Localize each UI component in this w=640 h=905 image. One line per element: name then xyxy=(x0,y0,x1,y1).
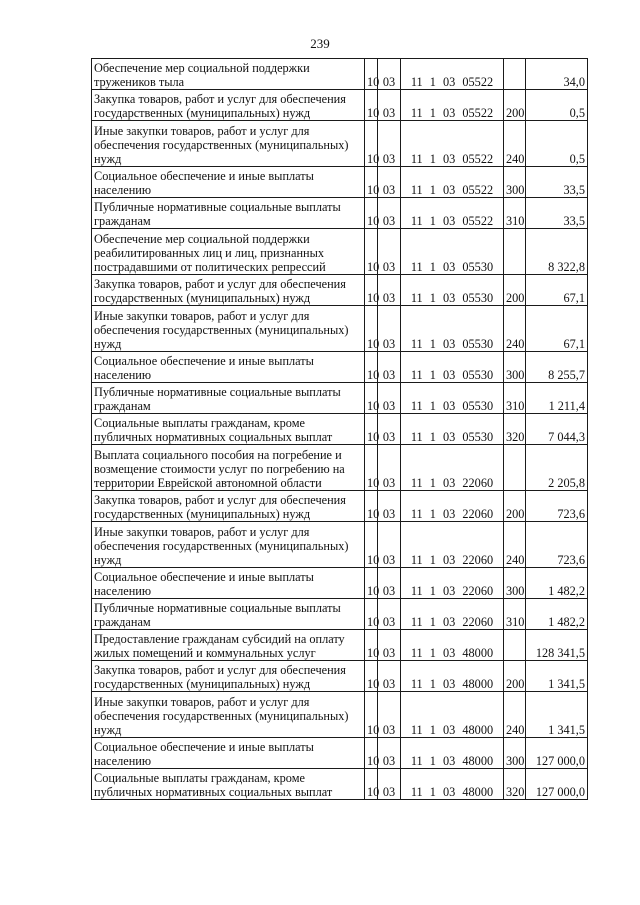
expense-type-code-cell xyxy=(504,229,526,275)
amount-cell: 723,6 xyxy=(526,522,588,568)
subsection-code-cell: 03 xyxy=(378,738,401,769)
section-code-cell: 10 xyxy=(365,414,378,445)
subsection-code-cell: 03 xyxy=(378,599,401,630)
section-code-cell: 10 xyxy=(365,383,378,414)
subsection-code-cell: 03 xyxy=(378,275,401,306)
section-code-cell: 10 xyxy=(365,522,378,568)
expense-name-cell: Социальное обеспечение и иные выплаты населению xyxy=(92,738,365,769)
section-code-cell: 10 xyxy=(365,229,378,275)
subsection-code-cell: 03 xyxy=(378,198,401,229)
subsection-code-cell: 03 xyxy=(378,352,401,383)
subsection-code-cell: 03 xyxy=(378,661,401,692)
table-row xyxy=(92,738,588,769)
expense-type-code-cell: 240 xyxy=(504,692,526,738)
expense-name-cell: Иные закупки товаров, работ и услуг для обеспечения государственных (муниципальных) нужд xyxy=(92,121,365,167)
table-row xyxy=(92,491,588,522)
expense-type-code-cell: 200 xyxy=(504,275,526,306)
expense-type-code-cell: 300 xyxy=(504,167,526,198)
section-code-cell: 10 xyxy=(365,198,378,229)
expense-name-cell: Социальное обеспечение и иные выплаты населению xyxy=(92,167,365,198)
table-row xyxy=(92,414,588,445)
table-row xyxy=(92,568,588,599)
subsection-code-cell: 03 xyxy=(378,121,401,167)
target-article-code-cell: 11 1 03 48000 xyxy=(401,738,504,769)
target-article-code-cell: 11 1 03 05530 xyxy=(401,352,504,383)
expense-name-cell: Социальное обеспечение и иные выплаты населению xyxy=(92,352,365,383)
amount-cell: 128 341,5 xyxy=(526,630,588,661)
section-code-cell: 10 xyxy=(365,568,378,599)
section-code-cell: 10 xyxy=(365,59,378,90)
target-article-code-cell: 11 1 03 48000 xyxy=(401,661,504,692)
table-row xyxy=(92,383,588,414)
section-code-cell: 10 xyxy=(365,445,378,491)
expense-type-code-cell xyxy=(504,630,526,661)
amount-cell: 33,5 xyxy=(526,198,588,229)
subsection-code-cell: 03 xyxy=(378,59,401,90)
expense-name-cell: Обеспечение мер социальной поддержки тружеников тыла xyxy=(92,59,365,90)
table-row xyxy=(92,522,588,568)
target-article-code-cell: 11 1 03 48000 xyxy=(401,769,504,800)
expense-type-code-cell: 320 xyxy=(504,414,526,445)
expense-name-cell: Публичные нормативные социальные выплаты гражданам xyxy=(92,198,365,229)
target-article-code-cell: 11 1 03 48000 xyxy=(401,692,504,738)
expense-name-cell: Обеспечение мер социальной поддержки реабилитированных лиц и лиц, признанных пострадавшими от политических репрессий xyxy=(92,229,365,275)
expense-name-cell: Публичные нормативные социальные выплаты гражданам xyxy=(92,599,365,630)
section-code-cell: 10 xyxy=(365,90,378,121)
expense-type-code-cell: 200 xyxy=(504,661,526,692)
amount-cell: 33,5 xyxy=(526,167,588,198)
target-article-code-cell: 11 1 03 05522 xyxy=(401,198,504,229)
subsection-code-cell: 03 xyxy=(378,167,401,198)
table-row xyxy=(92,275,588,306)
expense-type-code-cell: 310 xyxy=(504,383,526,414)
expense-type-code-cell: 300 xyxy=(504,352,526,383)
amount-cell: 1 211,4 xyxy=(526,383,588,414)
expense-name-cell: Иные закупки товаров, работ и услуг для обеспечения государственных (муниципальных) нужд xyxy=(92,522,365,568)
budget-table xyxy=(91,58,588,800)
table-row xyxy=(92,445,588,491)
page-number: 239 xyxy=(310,36,330,51)
subsection-code-cell: 03 xyxy=(378,522,401,568)
target-article-code-cell: 11 1 03 05530 xyxy=(401,306,504,352)
expense-type-code-cell: 240 xyxy=(504,522,526,568)
expense-type-code-cell xyxy=(504,445,526,491)
subsection-code-cell: 03 xyxy=(378,306,401,352)
section-code-cell: 10 xyxy=(365,275,378,306)
target-article-code-cell: 11 1 03 22060 xyxy=(401,568,504,599)
amount-cell: 67,1 xyxy=(526,306,588,352)
expense-type-code-cell: 240 xyxy=(504,121,526,167)
subsection-code-cell: 03 xyxy=(378,90,401,121)
expense-name-cell: Закупка товаров, работ и услуг для обеспечения государственных (муниципальных) нужд xyxy=(92,661,365,692)
target-article-code-cell: 11 1 03 22060 xyxy=(401,445,504,491)
expense-type-code-cell: 300 xyxy=(504,738,526,769)
section-code-cell: 10 xyxy=(365,306,378,352)
table-row xyxy=(92,306,588,352)
amount-cell: 1 482,2 xyxy=(526,568,588,599)
target-article-code-cell: 11 1 03 05530 xyxy=(401,383,504,414)
table-row xyxy=(92,692,588,738)
amount-cell: 127 000,0 xyxy=(526,738,588,769)
section-code-cell: 10 xyxy=(365,738,378,769)
subsection-code-cell: 03 xyxy=(378,568,401,599)
expense-name-cell: Выплата социального пособия на погребение и возмещение стоимости услуг по погребению на территории Еврейской автономной области xyxy=(92,445,365,491)
table-row xyxy=(92,599,588,630)
target-article-code-cell: 11 1 03 05522 xyxy=(401,59,504,90)
section-code-cell: 10 xyxy=(365,692,378,738)
target-article-code-cell: 11 1 03 05530 xyxy=(401,414,504,445)
section-code-cell: 10 xyxy=(365,769,378,800)
expense-name-cell: Закупка товаров, работ и услуг для обеспечения государственных (муниципальных) нужд xyxy=(92,275,365,306)
amount-cell: 127 000,0 xyxy=(526,769,588,800)
target-article-code-cell: 11 1 03 05522 xyxy=(401,167,504,198)
subsection-code-cell: 03 xyxy=(378,445,401,491)
subsection-code-cell: 03 xyxy=(378,769,401,800)
expense-type-code-cell: 200 xyxy=(504,491,526,522)
expense-name-cell: Социальное обеспечение и иные выплаты населению xyxy=(92,568,365,599)
amount-cell: 34,0 xyxy=(526,59,588,90)
amount-cell: 8 322,8 xyxy=(526,229,588,275)
section-code-cell: 10 xyxy=(365,599,378,630)
section-code-cell: 10 xyxy=(365,630,378,661)
amount-cell: 0,5 xyxy=(526,90,588,121)
target-article-code-cell: 11 1 03 05522 xyxy=(401,121,504,167)
section-code-cell: 10 xyxy=(365,661,378,692)
subsection-code-cell: 03 xyxy=(378,383,401,414)
table-row xyxy=(92,90,588,121)
expense-type-code-cell xyxy=(504,59,526,90)
amount-cell: 2 205,8 xyxy=(526,445,588,491)
target-article-code-cell: 11 1 03 05522 xyxy=(401,90,504,121)
amount-cell: 0,5 xyxy=(526,121,588,167)
amount-cell: 1 341,5 xyxy=(526,661,588,692)
target-article-code-cell: 11 1 03 05530 xyxy=(401,275,504,306)
amount-cell: 1 482,2 xyxy=(526,599,588,630)
target-article-code-cell: 11 1 03 22060 xyxy=(401,599,504,630)
expense-type-code-cell: 200 xyxy=(504,90,526,121)
table-row xyxy=(92,630,588,661)
expense-name-cell: Предоставление гражданам субсидий на оплату жилых помещений и коммунальных услуг xyxy=(92,630,365,661)
table-row xyxy=(92,59,588,90)
expense-name-cell: Иные закупки товаров, работ и услуг для обеспечения государственных (муниципальных) нужд xyxy=(92,306,365,352)
expense-name-cell: Закупка товаров, работ и услуг для обеспечения государственных (муниципальных) нужд xyxy=(92,90,365,121)
expense-type-code-cell: 240 xyxy=(504,306,526,352)
amount-cell: 67,1 xyxy=(526,275,588,306)
expense-type-code-cell: 310 xyxy=(504,198,526,229)
subsection-code-cell: 03 xyxy=(378,414,401,445)
section-code-cell: 10 xyxy=(365,491,378,522)
expense-name-cell: Публичные нормативные социальные выплаты гражданам xyxy=(92,383,365,414)
amount-cell: 7 044,3 xyxy=(526,414,588,445)
amount-cell: 8 255,7 xyxy=(526,352,588,383)
expense-name-cell: Социальные выплаты гражданам, кроме публичных нормативных социальных выплат xyxy=(92,414,365,445)
expense-type-code-cell: 300 xyxy=(504,568,526,599)
subsection-code-cell: 03 xyxy=(378,491,401,522)
target-article-code-cell: 11 1 03 22060 xyxy=(401,522,504,568)
expense-name-cell: Закупка товаров, работ и услуг для обеспечения государственных (муниципальных) нужд xyxy=(92,491,365,522)
subsection-code-cell: 03 xyxy=(378,229,401,275)
amount-cell: 723,6 xyxy=(526,491,588,522)
table-row xyxy=(92,167,588,198)
target-article-code-cell: 11 1 03 48000 xyxy=(401,630,504,661)
table-row xyxy=(92,229,588,275)
subsection-code-cell: 03 xyxy=(378,630,401,661)
table-row xyxy=(92,198,588,229)
subsection-code-cell: 03 xyxy=(378,692,401,738)
section-code-cell: 10 xyxy=(365,167,378,198)
target-article-code-cell: 11 1 03 22060 xyxy=(401,491,504,522)
target-article-code-cell: 11 1 03 05530 xyxy=(401,229,504,275)
table-row xyxy=(92,769,588,800)
amount-cell: 1 341,5 xyxy=(526,692,588,738)
section-code-cell: 10 xyxy=(365,121,378,167)
budget-table-body xyxy=(92,59,588,800)
table-row xyxy=(92,661,588,692)
expense-type-code-cell: 310 xyxy=(504,599,526,630)
expense-type-code-cell: 320 xyxy=(504,769,526,800)
expense-name-cell: Социальные выплаты гражданам, кроме публичных нормативных социальных выплат xyxy=(92,769,365,800)
expense-name-cell: Иные закупки товаров, работ и услуг для обеспечения государственных (муниципальных) нужд xyxy=(92,692,365,738)
section-code-cell: 10 xyxy=(365,352,378,383)
table-row xyxy=(92,121,588,167)
table-row xyxy=(92,352,588,383)
